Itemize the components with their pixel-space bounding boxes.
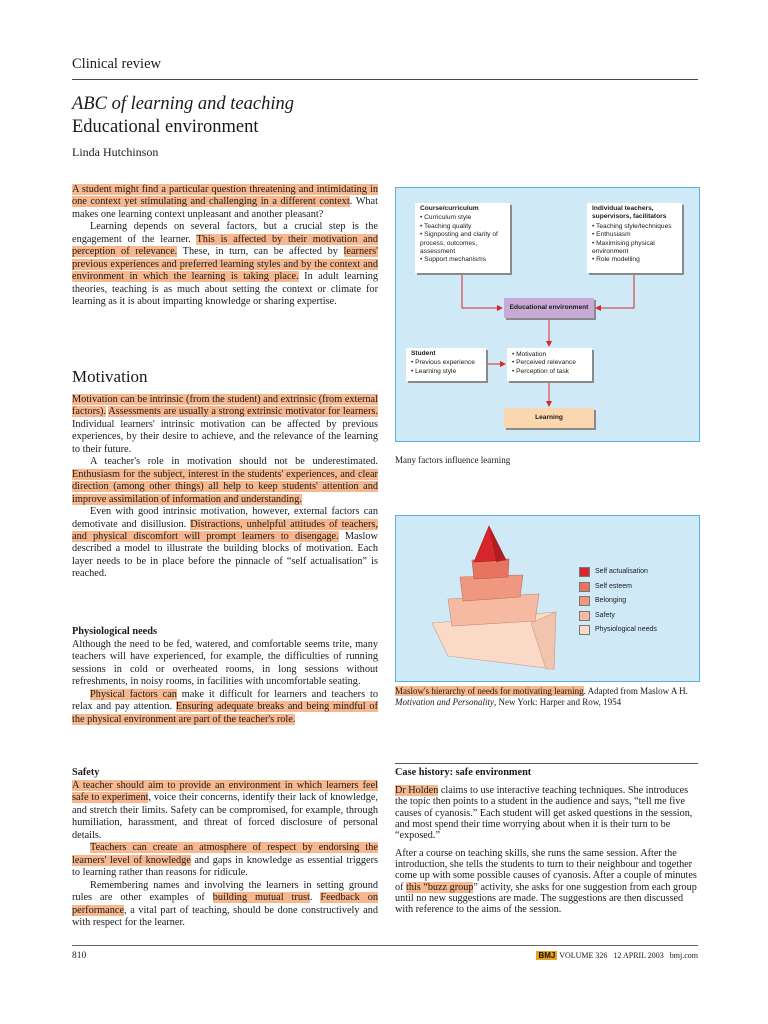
teachers-item: • Role modelling [592,256,677,264]
highlighted-text: Teachers can create an atmosphere of respect by endorsing the learners' level of knowledge [72,842,378,866]
safety-paragraph-3 [72,880,378,930]
intro-paragraph-1 [72,184,378,221]
legend-label: Self actualisation [595,568,648,575]
text-run: . What makes one learning context unpleasant and another pleasant? [72,196,378,220]
text-run: Learning depends on several factors, but a crucial step is the engagement of the learner. [72,221,378,245]
motivation-factor-item: • Perception of task [512,368,587,376]
student-item: • Learning style [411,368,481,376]
student-list [411,359,481,376]
safety-text [72,780,378,929]
case-history-rule [395,763,698,764]
highlighted-text: Feedback on performance [72,892,379,916]
physiological-paragraph-2 [72,689,378,726]
motivation-factor-item: • Perceived relevance [512,359,587,367]
text-run: . [309,892,321,904]
teachers-item: • Enthusiasm [592,231,677,239]
highlighted-text: This is affected by their motivation and perception of relevance. [72,233,378,258]
teachers-box [587,203,682,273]
highlighted-text: Assessments are usually a strong extrinsic motivator for learners. [108,406,378,418]
highlighted-text: Physical factors can [90,688,177,700]
intro-text [72,184,378,309]
journal-citation [536,951,698,960]
header-rule [72,79,698,80]
course-list [420,214,505,264]
text-run: , a vital part of teaching, should be done constructively and with respect for the learner. [72,904,378,928]
text-run: Even with good intrinsic motivation, however, external factors can demotivate and disillusion. [72,506,378,530]
case-history-text [395,785,698,922]
case-history-title: Case history: safe environment [395,767,532,778]
student-box [406,348,486,381]
highlighted-text: Distractions, unhelpful attitudes of teachers, and physical discomfort will prompt learners to disengage. [72,518,378,542]
citation-text: VOLUME 326 12 APRIL 2003 bmj.com [559,951,698,960]
text-run: , voice their concerns, identify their lack of knowledge, and stretch their limits. Safety can be compromised, for example, through humiliation, harassment, and threat of forced disclosure of personal details. [72,792,378,841]
teachers-list [592,223,677,265]
highlighted-text: A teacher should aim to provide an environment in which learners feel safe to experiment [72,780,378,804]
legend-item [579,623,657,638]
highlighted-text: Maslow's hierarchy of needs for motivating learning [395,686,584,696]
motivation-text [72,394,378,581]
safety-heading: Safety [72,767,100,778]
page-number: 810 [72,951,87,961]
text-run: Individual learners' intrinsic motivation can be affected by previous experiences, by their desire to achieve, and the relevance of the learning to their future. [72,418,378,455]
motivation-factor-item: • Motivation [512,351,587,359]
text-run: Motivation and Personality [395,697,494,707]
text-run: and gaps in knowledge as essential triggers to learning rather than reasons for ridicule. [72,854,379,879]
course-item: • Curriculum style [420,214,505,222]
physiological-paragraph-1 [72,639,378,689]
legend-label: Belonging [595,597,627,604]
course-curriculum-box [415,203,510,273]
footer-rule [72,945,698,946]
teachers-title: Individual teachers, supervisors, facilitators [592,205,667,221]
motivation-factors-list [512,351,587,376]
teachers-item: • Teaching style/techniques [592,223,677,231]
course-title: Course/curriculum [420,205,479,212]
legend-label: Self esteem [595,582,632,590]
legend-item [579,594,657,609]
pyramid-layer-belonging [460,575,523,601]
text-run: , New York: Harper and Row, 1954 [494,697,622,707]
text-run: Maslow described a model to illustrate the building blocks of motivation. Each layer needs to be in place before the pinnacle of “self actualisation” is reached. [72,530,378,580]
educational-environment-box: Educational environment [504,298,594,318]
highlighted-text: Ensuring adequate breaks and being mindful of the physical environment are part of the teacher's role. [72,701,378,725]
course-item: • Teaching quality [420,223,505,231]
course-item: • Support mechanisms [420,256,505,264]
legend-swatch [579,625,590,635]
motivation-heading: Motivation [72,367,148,386]
highlighted-text: Dr Holden [395,785,439,796]
legend-label: Physiological needs [595,626,657,633]
motivation-paragraph-2 [72,456,378,506]
student-item: • Previous experience [411,359,481,367]
text-run: . Adapted from Maslow A H. [583,686,688,696]
teachers-item: • Maximising physical environment [592,240,677,257]
bmj-logo: BMJ [538,951,556,960]
legend-label: Safety [595,611,615,619]
text-run: Although the need to be fed, watered, and comfortable seems trite, many teachers will have experienced, for example, the difficulties of running sessions in cold or overheated rooms, in long sessions without refreshments, in noisy rooms, in facilities with uncomfortable seating. [72,639,378,688]
text-run: A teacher's role in motivation should not be underestimated. [90,456,378,468]
highlighted-text: learners' previous experiences and preferred learning styles and by the context and environment in which the learning is taking place. [72,246,378,283]
text-run: Remembering names and involving the learners in setting ground rules are other examples of [72,879,378,904]
physiological-text [72,639,378,726]
safety-paragraph-2 [72,842,378,879]
text-run: After a course on teaching skills, she runs the same session. After the introduction, she tells the students to turn to their neighbour and together come up with some possible causes of cyanosis. After a couple of minutes of [395,847,697,893]
text-run: make it difficult for learners and teachers to relax and pay attention. [72,688,378,713]
student-title: Student [411,350,436,357]
safety-paragraph-1 [72,780,378,842]
case-history-paragraph-1 [395,785,698,842]
highlighted-text: Motivation can be intrinsic (from the student) and extrinsic (from external factors). [72,394,378,418]
motivation-paragraph-1 [72,394,378,456]
author-name: Linda Hutchinson [72,145,159,159]
legend-item [579,609,657,624]
legend-swatch [579,582,590,592]
maslow-legend [579,565,657,638]
section-label: Clinical review [72,56,161,72]
course-item: • Signposting and clarity of process, outcomes, assessment [420,231,505,256]
highlighted-text: Enthusiasm for the subject, interest in the students' experiences, and clear direction (among other things) all help to keep students' attention and improve assimilation of information and understanding. [72,468,378,505]
motivation-factors-box [507,348,592,381]
legend-swatch [579,611,590,621]
text-run: ” activity, she asks for one suggestion from each group until no new suggestions are made. The suggestions are then discussed with reference to the aims of the session. [395,881,697,916]
text-run: claims to use interactive teaching techniques. She introduces the topic then points to a student in the audience and says, “tell me five causes of cyanosis.” Each student will get asked questions in the session, and most spend their time worrying about when it is their turn to be “exposed.” [395,785,693,842]
article-title: Educational environment [72,117,259,137]
highlighted-text: building mutual trust [212,892,310,904]
legend-swatch [579,596,590,606]
highlighted-text: A student might find a particular question threatening and intimidating in one context yet stimulating and challenging in a different context [72,184,378,208]
learning-factors-diagram [395,187,700,442]
text-run: These, in turn, can be affected by [177,246,344,258]
case-history-paragraph-2 [395,848,698,916]
highlighted-text: this “buzz group [406,881,474,893]
maslow-pyramid-figure [395,515,700,682]
series-title: ABC of learning and teaching [72,94,294,114]
learning-box: Learning [504,408,594,428]
figure1-caption: Many factors influence learning [395,455,511,465]
text-run: In adult learning theories, teaching is as much about setting the context or climate for learning as it is about imparting knowledge or sharing expertise. [72,271,378,308]
motivation-paragraph-3 [72,506,378,581]
legend-item [579,565,657,580]
intro-paragraph-2 [72,221,378,308]
physiological-heading: Physiological needs [72,626,157,637]
figure2-caption [395,686,700,708]
legend-item [579,580,657,595]
legend-swatch [579,567,590,577]
